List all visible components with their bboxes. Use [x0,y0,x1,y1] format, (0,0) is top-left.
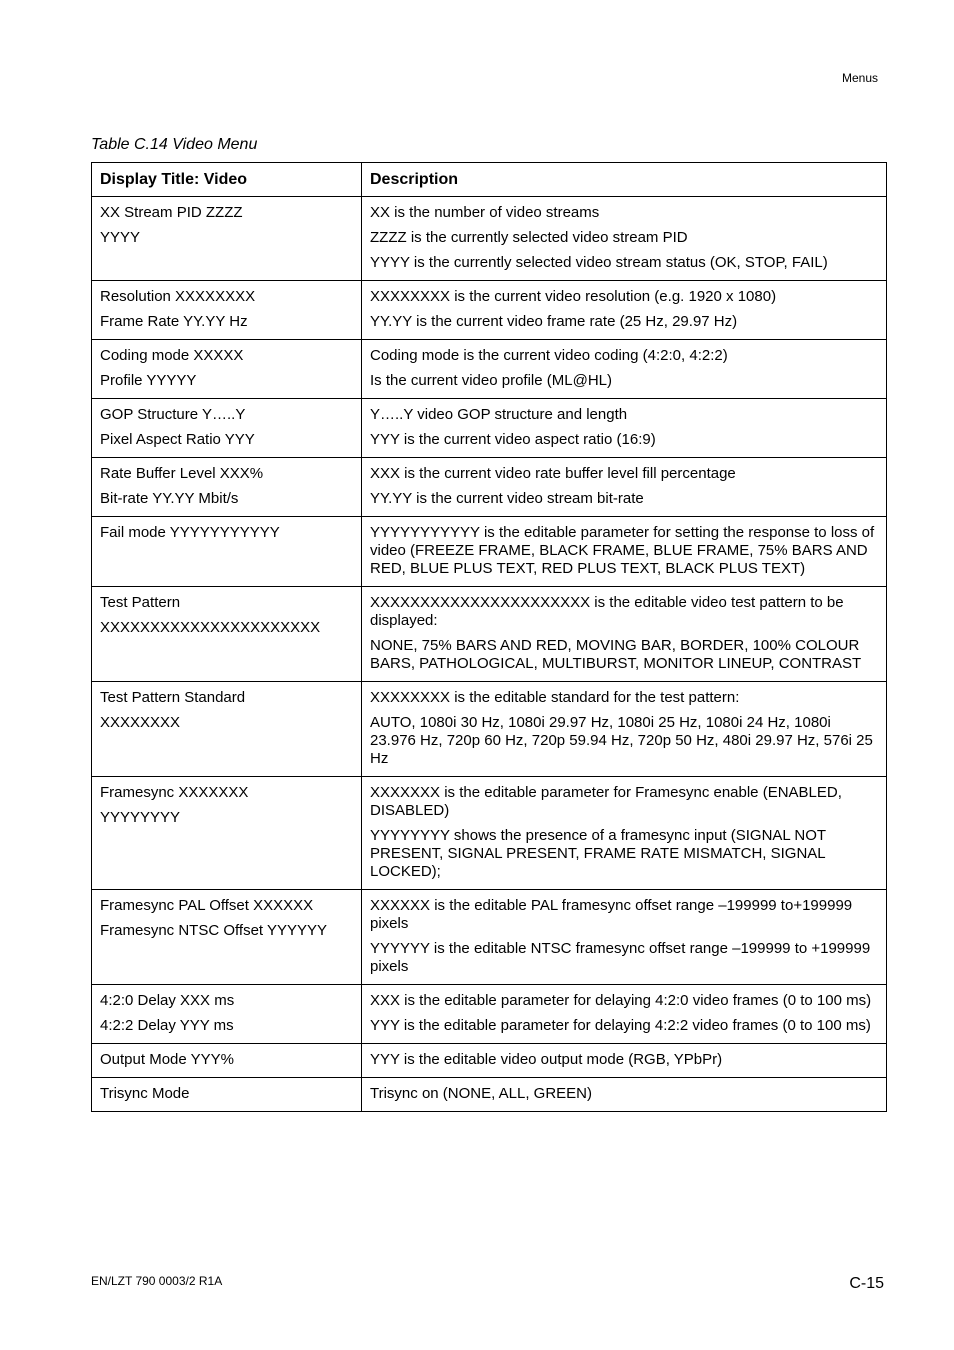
description-line: YYYYYYYYYYY is the editable parameter for setting the response to loss of video (FREEZE FRAME, BLACK FRAME, BLUE FRAME, 75% BARS AND RED, BLUE PLUS TEXT, RED PLUS TEXT, BLACK PLUS TEXT) [370,524,875,577]
table-row [92,587,887,682]
display-title-line: Coding mode XXXXX [100,347,244,364]
description-line: YYYYYYYY shows the presence of a framesync input (SIGNAL NOT PRESENT, SIGNAL PRESENT, FRAME RATE MISMATCH, SIGNAL LOCKED); [370,827,826,880]
table-row [92,682,887,777]
display-title-cell [92,399,362,458]
description-line: AUTO, 1080i 30 Hz, 1080i 29.97 Hz, 1080i 25 Hz, 1080i 24 Hz, 1080i 23.976 Hz, 720p 60 Hz, 720p 59.94 Hz, 720p 50 Hz, 480i 29.97 Hz, 576i 25 Hz [370,714,873,767]
display-title-line: Test Pattern [100,594,181,611]
description-line: YYY is the current video aspect ratio (16:9) [370,431,656,448]
description-line: XXXXXXXX is the editable standard for the test pattern: [370,689,740,706]
table-row [92,1044,887,1078]
display-title-line: YYYY [100,229,141,246]
description-line: YYY is the editable video output mode (RGB, YPbPr) [370,1051,723,1068]
display-title-line: Rate Buffer Level XXX% [100,465,264,482]
display-title-line: Profile YYYYY [100,372,197,389]
description-line: YYYYYY is the editable NTSC framesync offset range –199999 to +199999 pixels [370,940,871,975]
display-title-line: Fail mode YYYYYYYYYYY [100,524,280,541]
table-caption: Table C.14 Video Menu [91,136,258,153]
table-row [92,340,887,399]
table-row [92,281,887,340]
description-line: Is the current video profile (ML@HL) [370,372,612,389]
display-title-line: Test Pattern Standard [100,689,246,706]
display-title-cell [92,1044,362,1078]
description-line: YYYY is the currently selected video stream status (OK, STOP, FAIL) [370,254,828,271]
display-title-line: Resolution XXXXXXXX [100,288,256,305]
description-cell [362,1044,887,1078]
table-row [92,777,887,890]
description-cell [362,1078,887,1112]
description-cell [362,197,887,281]
description-line: XXXXXXXX is the current video resolution (e.g. 1920 x 1080) [370,288,777,305]
description-line: XXX is the editable parameter for delaying 4:2:0 video frames (0 to 100 ms) [370,992,872,1009]
table-body [92,197,887,1112]
description-line: Coding mode is the current video coding (4:2:0, 4:2:2) [370,347,728,364]
table-row [92,197,887,281]
description-cell [362,458,887,517]
display-title-line: Output Mode YYY% [100,1051,234,1068]
display-title-cell [92,197,362,281]
description-cell [362,340,887,399]
display-title-cell [92,340,362,399]
display-title-cell [92,890,362,985]
display-title-line: 4:2:0 Delay XXX ms [100,992,235,1009]
description-line: ZZZZ is the currently selected video stream PID [370,229,688,246]
description-cell [362,587,887,682]
table-row [92,399,887,458]
document-id: EN/LZT 790 0003/2 R1A [91,1274,223,1288]
video-menu-table [91,162,887,1112]
display-title-line: Trisync Mode [100,1085,190,1102]
description-line: YYY is the editable parameter for delaying 4:2:2 video frames (0 to 100 ms) [370,1017,871,1034]
description-cell [362,777,887,890]
display-title-line: XX Stream PID ZZZZ [100,204,243,221]
description-line: XXXXXX is the editable PAL framesync offset range –199999 to+199999 pixels [370,897,853,932]
description-line: Y…..Y video GOP structure and length [370,406,628,423]
display-title-line: Frame Rate YY.YY Hz [100,313,248,330]
description-cell [362,517,887,587]
description-line: YY.YY is the current video frame rate (25 Hz, 29.97 Hz) [370,313,738,330]
description-line: XXX is the current video rate buffer level fill percentage [370,465,736,482]
description-line: XXXXXXX is the editable parameter for Framesync enable (ENABLED, DISABLED) [370,784,842,819]
running-header: Menus [841,71,878,85]
description-cell [362,281,887,340]
display-title-cell [92,985,362,1044]
display-title-cell [92,777,362,890]
display-title-cell [92,682,362,777]
display-title-line: XXXXXXXXXXXXXXXXXXXXXX [100,619,321,636]
display-title-line: XXXXXXXX [100,714,181,731]
description-line: XXXXXXXXXXXXXXXXXXXXXX is the editable video test pattern to be displayed: [370,594,844,629]
table-row [92,890,887,985]
display-title-cell [92,281,362,340]
display-title-line: Framesync PAL Offset XXXXXX [100,897,314,914]
display-title-line: Framesync XXXXXXX [100,784,249,801]
display-title-cell [92,458,362,517]
description-cell [362,399,887,458]
description-line: XX is the number of video streams [370,204,600,221]
table-header-row [92,163,887,197]
description-cell [362,985,887,1044]
page-number: C-15 [849,1275,884,1292]
display-title-line: 4:2:2 Delay YYY ms [100,1017,234,1034]
display-title-cell [92,587,362,682]
description-line: Trisync on (NONE, ALL, GREEN) [370,1085,592,1102]
table-row [92,458,887,517]
description-line: NONE, 75% BARS AND RED, MOVING BAR, BORDER, 100% COLOUR BARS, PATHOLOGICAL, MULTIBURST, MONITOR LINEUP, CONTRAST [370,637,862,672]
table-row [92,985,887,1044]
display-title-line: Framesync NTSC Offset YYYYYY [100,922,328,939]
display-title-line: GOP Structure Y…..Y [100,406,246,423]
display-title-line: YYYYYYYY [100,809,181,826]
description-line: YY.YY is the current video stream bit-rate [370,490,644,507]
table-row [92,517,887,587]
display-title-cell [92,1078,362,1112]
display-title-cell [92,517,362,587]
column-header-description: Description [362,163,887,197]
display-title-line: Pixel Aspect Ratio YYY [100,431,255,448]
column-header-display-title: Display Title: Video [92,163,362,197]
table-row [92,1078,887,1112]
description-cell [362,682,887,777]
description-cell [362,890,887,985]
display-title-line: Bit-rate YY.YY Mbit/s [100,490,239,507]
